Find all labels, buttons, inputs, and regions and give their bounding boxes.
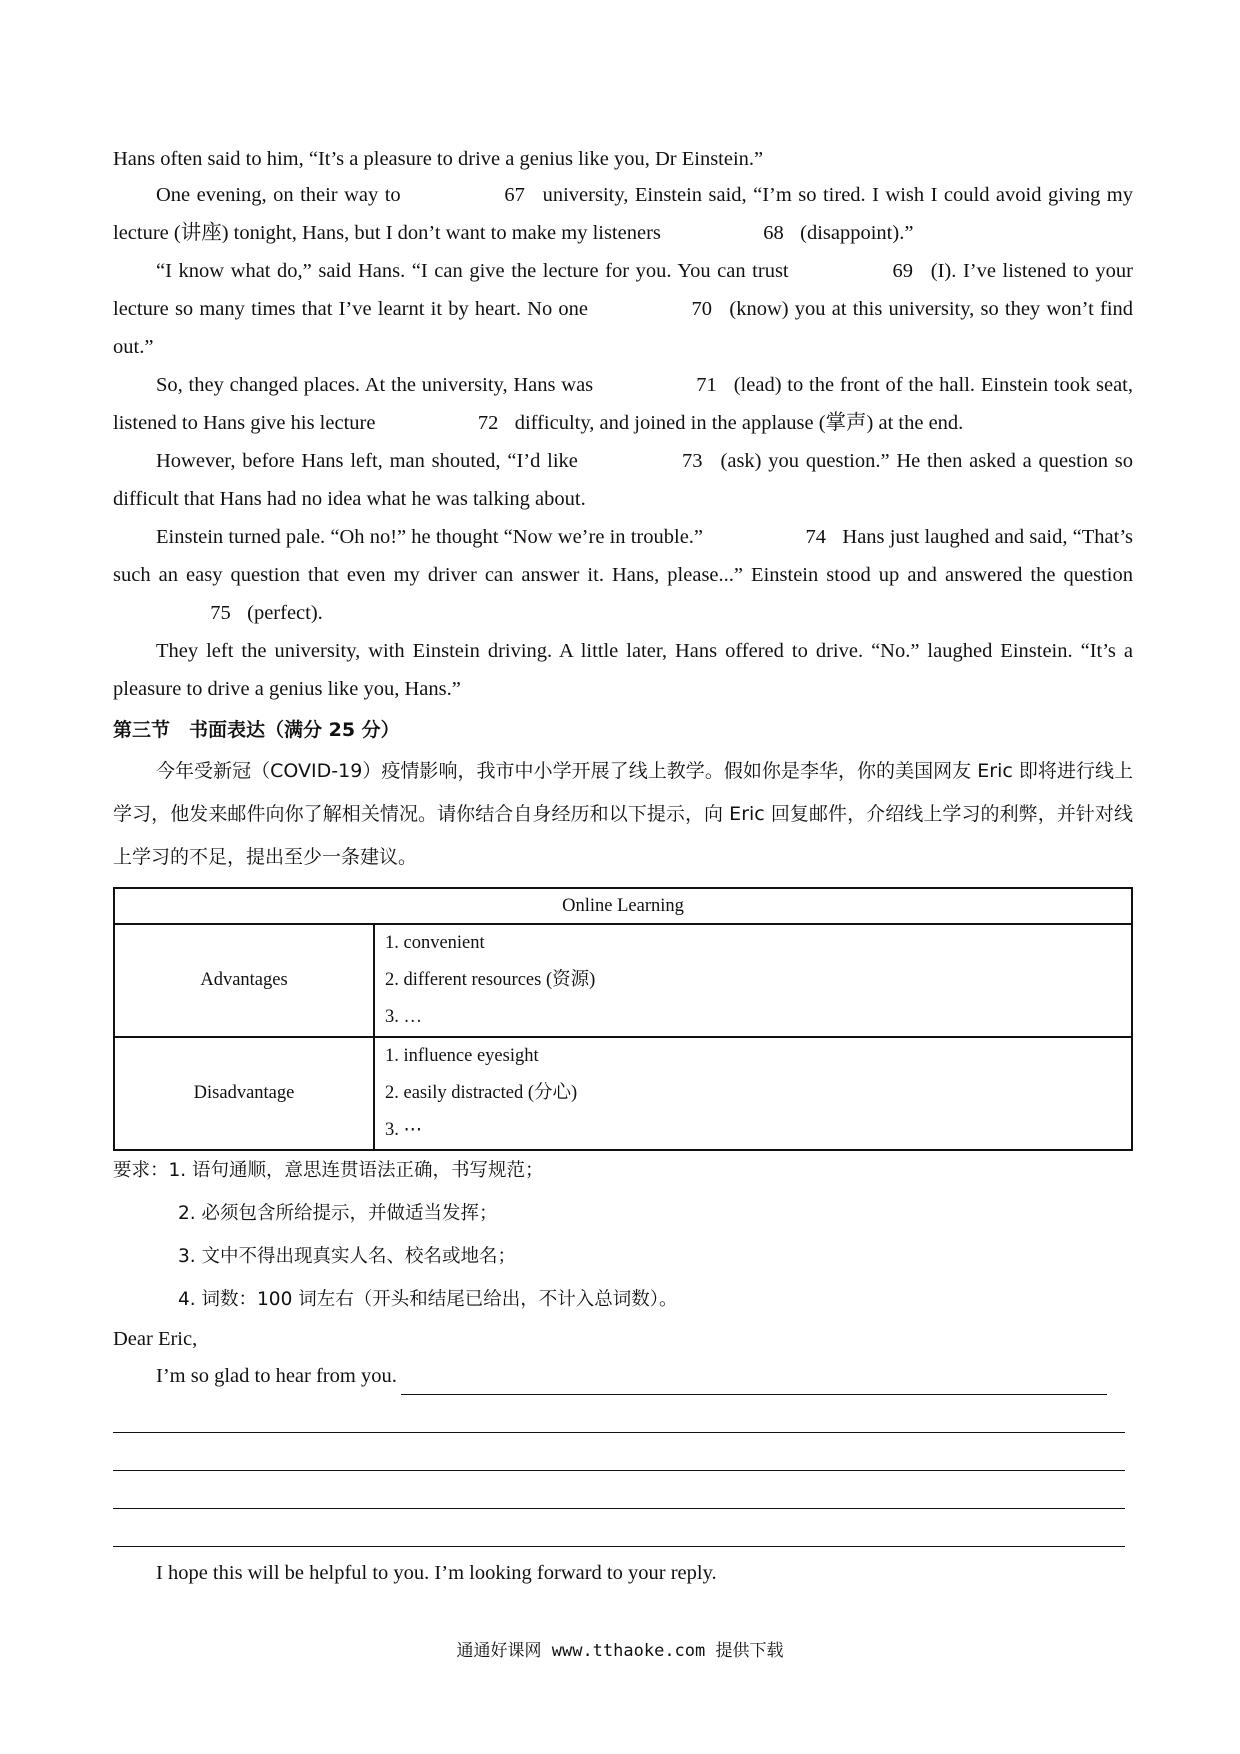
- passage-paragraph: So, they changed places. At the university, Hans was 71 (lead) to the front of the hall. Einstein took seat, listened to Hans give his lecture 72 difficulty, and joined in the applause (掌声) at the end.: [113, 366, 1133, 442]
- page-footer: 通通好课网 www.tthaoke.com 提供下载: [456, 1641, 784, 1661]
- passage-paragraph: Einstein turned pale. “Oh no!” he thought “Now we’re in trouble.” 74 Hans just laughed and said, “That’s such an easy question that even my driver can answer it. Hans, please...” Einstein stood up and answered the question 75 (perfect).: [113, 518, 1133, 632]
- blank-67[interactable]: 67: [504, 184, 525, 206]
- blank-68[interactable]: 68: [763, 222, 784, 244]
- requirement-item: 1. 语句通顺，意思连贯语法正确，书写规范；: [168, 1160, 544, 1181]
- letter-opening-line: I’m so glad to hear from you.: [113, 1358, 1133, 1395]
- blank-73[interactable]: 73: [681, 450, 703, 472]
- letter-salutation: Dear Eric,: [113, 1328, 198, 1350]
- passage-paragraph: Hans often said to him, “It’s a pleasure to drive a genius like you, Dr Einstein.”: [113, 148, 764, 170]
- requirements-label: 要求：: [113, 1160, 169, 1181]
- writing-line[interactable]: [113, 1433, 1125, 1471]
- writing-line[interactable]: [401, 1370, 1107, 1395]
- writing-line[interactable]: [113, 1471, 1125, 1509]
- blank-70[interactable]: 70: [691, 298, 712, 320]
- blank-74[interactable]: 74: [805, 526, 826, 548]
- advantages-label: Advantages: [114, 924, 374, 1037]
- letter-closing: I hope this will be helpful to you. I’m looking forward to your reply.: [156, 1562, 717, 1584]
- requirement-item: 3. 文中不得出现真实人名、校名或地名；: [178, 1246, 517, 1267]
- passage-paragraph: However, before Hans left, man shouted, “I’d like 73 (ask) you question.” He then asked a question so difficult that Hans had no idea what he was talking about.: [113, 442, 1133, 518]
- outline-table: [113, 887, 1133, 1151]
- blank-75[interactable]: 75: [210, 602, 231, 624]
- letter-area: [113, 1321, 1133, 1592]
- passage-paragraph: One evening, on their way to 67 university, Einstein said, “I’m so tired. I wish I could avoid giving my lecture (讲座) tonight, Hans, but I don’t want to make my listeners 68 (disappoint).”: [113, 176, 1133, 252]
- list-item: 1. influence eyesight: [385, 1046, 539, 1066]
- requirements: [113, 1149, 1133, 1321]
- list-item: 1. convenient: [385, 933, 485, 953]
- list-item: 3. …: [385, 1007, 422, 1027]
- advantages-list: [374, 924, 1132, 1037]
- blank-72[interactable]: 72: [477, 412, 499, 434]
- requirement-item: 2. 必须包含所给提示，并做适当发挥；: [178, 1203, 498, 1224]
- blank-69[interactable]: 69: [892, 260, 913, 282]
- requirement-item: 4. 词数：100 词左右（开头和结尾已给出，不计入总词数）。: [178, 1289, 678, 1310]
- disadvantage-list: [374, 1037, 1132, 1150]
- list-item: 2. easily distracted (分心): [385, 1083, 578, 1103]
- writing-line[interactable]: [113, 1509, 1125, 1547]
- disadvantage-label: Disadvantage: [114, 1037, 374, 1150]
- blank-71[interactable]: 71: [696, 374, 717, 396]
- table-title: Online Learning: [114, 888, 1132, 924]
- list-item: 3. ⋯: [385, 1120, 422, 1140]
- writing-prompt: 今年受新冠（COVID-19）疫情影响，我市中小学开展了线上教学。假如你是李华，你的美国网友 Eric 即将进行线上学习，他发来邮件向你了解相关情况。请你结合自身经历和以下提示，向 Eric 回复邮件，介绍线上学习的利弊，并针对线上学习的不足，提出至少一条建议。: [113, 760, 1133, 868]
- section-title: 第三节 书面表达（满分 25 分）: [113, 719, 400, 741]
- document-page: [113, 140, 1133, 1592]
- writing-line[interactable]: [113, 1395, 1125, 1433]
- passage-paragraph: They left the university, with Einstein driving. A little later, Hans offered to drive. “No.” laughed Einstein. “It’s a pleasure to drive a genius like you, Hans.”: [113, 640, 1133, 700]
- list-item: 2. different resources (资源): [385, 970, 596, 990]
- passage-paragraph: “I know what do,” said Hans. “I can give the lecture for you. You can trust 69 (I). I’ve listened to your lecture so many times that I’ve learnt it by heart. No one 70 (know) you at this university, so they won’t find out.”: [113, 252, 1133, 366]
